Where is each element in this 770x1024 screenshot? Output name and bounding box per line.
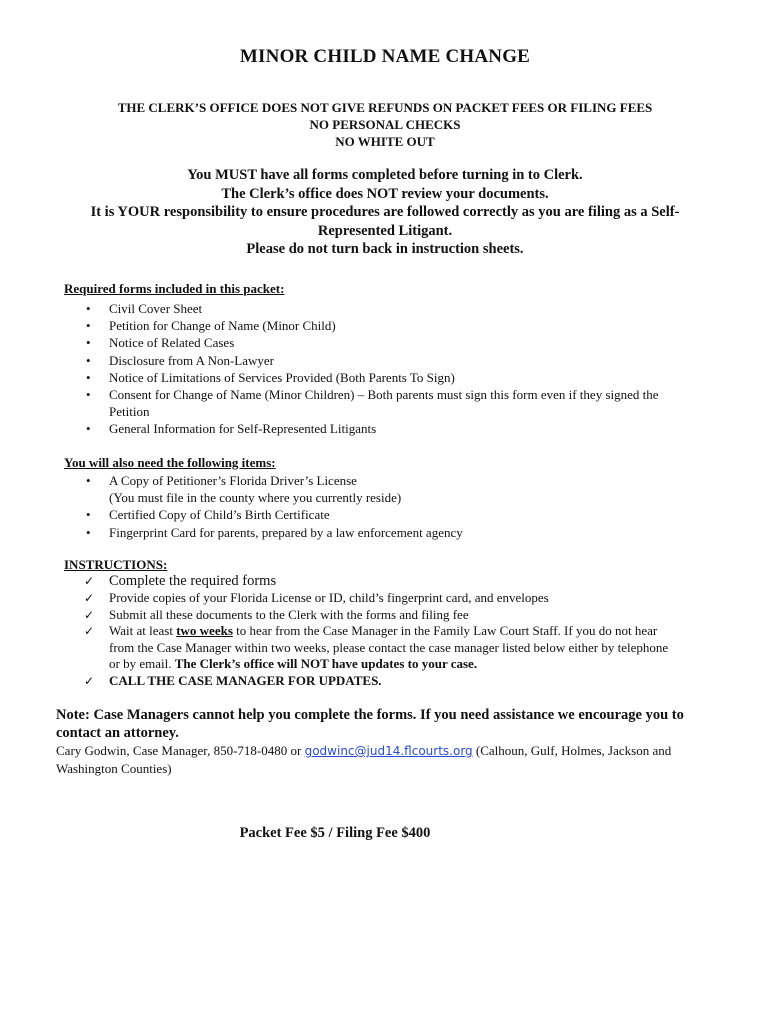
check-icon: ✓ — [84, 673, 95, 688]
requirements-notice — [0, 166, 770, 259]
list-item: • Consent for Change of Name (Minor Children) – Both parents must sign this form even if they signed the Petition — [84, 386, 724, 420]
list-item: • Fingerprint Card for parents, prepared by a law enforcement agency — [84, 524, 724, 541]
list-item: ✓ Provide copies of your Florida License or ID, child’s fingerprint card, and envelopes — [84, 590, 549, 605]
fee-notice — [0, 99, 770, 150]
required-forms-heading: Required forms included in this packet: — [64, 281, 285, 296]
required-forms-list — [84, 300, 724, 438]
check-icon: ✓ — [84, 607, 95, 622]
instructions-list — [84, 573, 714, 689]
check-icon: ✓ — [84, 574, 95, 588]
requirements-line: Please do not turn back in instruction sheets. — [246, 241, 524, 257]
email-link[interactable]: godwinc@jud14.flcourts.org — [304, 744, 473, 758]
requirements-line: Represented Litigant. — [317, 222, 453, 239]
fee-line: Packet Fee $5 / Filing Fee $400 — [239, 825, 431, 841]
instructions-heading: INSTRUCTIONS: — [64, 557, 168, 572]
case-manager-note: Note: Case Managers cannot help you complete the forms. If you need assistance we encourage you to contact an attorney. — [56, 707, 684, 741]
list-item: • Notice of Related Cases — [84, 334, 724, 351]
requirements-line: You MUST have all forms completed before turning in to Clerk. — [187, 167, 583, 183]
list-item: ✓ CALL THE CASE MANAGER FOR UPDATES. — [84, 672, 382, 688]
check-icon: ✓ — [84, 624, 95, 638]
list-item: • Certified Copy of Child’s Birth Certificate — [84, 506, 724, 523]
list-item: • A Copy of Petitioner’s Florida Driver’s License (You must file in the county where you currently reside) — [84, 472, 724, 506]
notice-line: THE CLERK’S OFFICE DOES NOT GIVE REFUNDS ON PACKET FEES OR FILING FEES — [117, 100, 653, 115]
list-item: • Petition for Change of Name (Minor Child) — [84, 317, 724, 334]
list-item: ✓ Complete the required forms — [84, 573, 277, 589]
notice-line: NO PERSONAL CHECKS — [309, 117, 461, 132]
check-icon: ✓ — [84, 591, 95, 605]
requirements-line: The Clerk’s office does NOT review your documents. — [221, 185, 549, 202]
list-item: • Notice of Limitations of Services Provided (Both Parents To Sign) — [84, 369, 724, 386]
page-title: MINOR CHILD NAME CHANGE — [239, 46, 531, 67]
notice-line: NO WHITE OUT — [335, 134, 435, 149]
list-item: ✓ Submit all these documents to the Clerk with the forms and filing fee — [84, 606, 469, 622]
list-item: • General Information for Self-Represented Litigants — [84, 420, 724, 437]
list-item: • Disclosure from A Non-Lawyer — [84, 352, 724, 369]
list-item: ✓ Wait at least two weeks to hear from the Case Manager in the Family Law Court Staff. If you do not hear from the Case Manager within two weeks, please contact the case manager listed below either by telephone or by email. The Clerk’s office will NOT have updates to your case. — [84, 623, 669, 671]
also-need-list — [84, 472, 724, 541]
list-item: • Civil Cover Sheet — [84, 300, 724, 317]
contact-info: Cary Godwin, Case Manager, 850-718-0480 or godwinc@jud14.flcourts.org (Calhoun, Gulf, Holmes, Jackson and Washington Counties) — [56, 743, 672, 776]
requirements-line: It is YOUR responsibility to ensure procedures are followed correctly as you are filing as a Self- — [90, 204, 680, 220]
also-need-heading: You will also need the following items: — [64, 455, 276, 470]
